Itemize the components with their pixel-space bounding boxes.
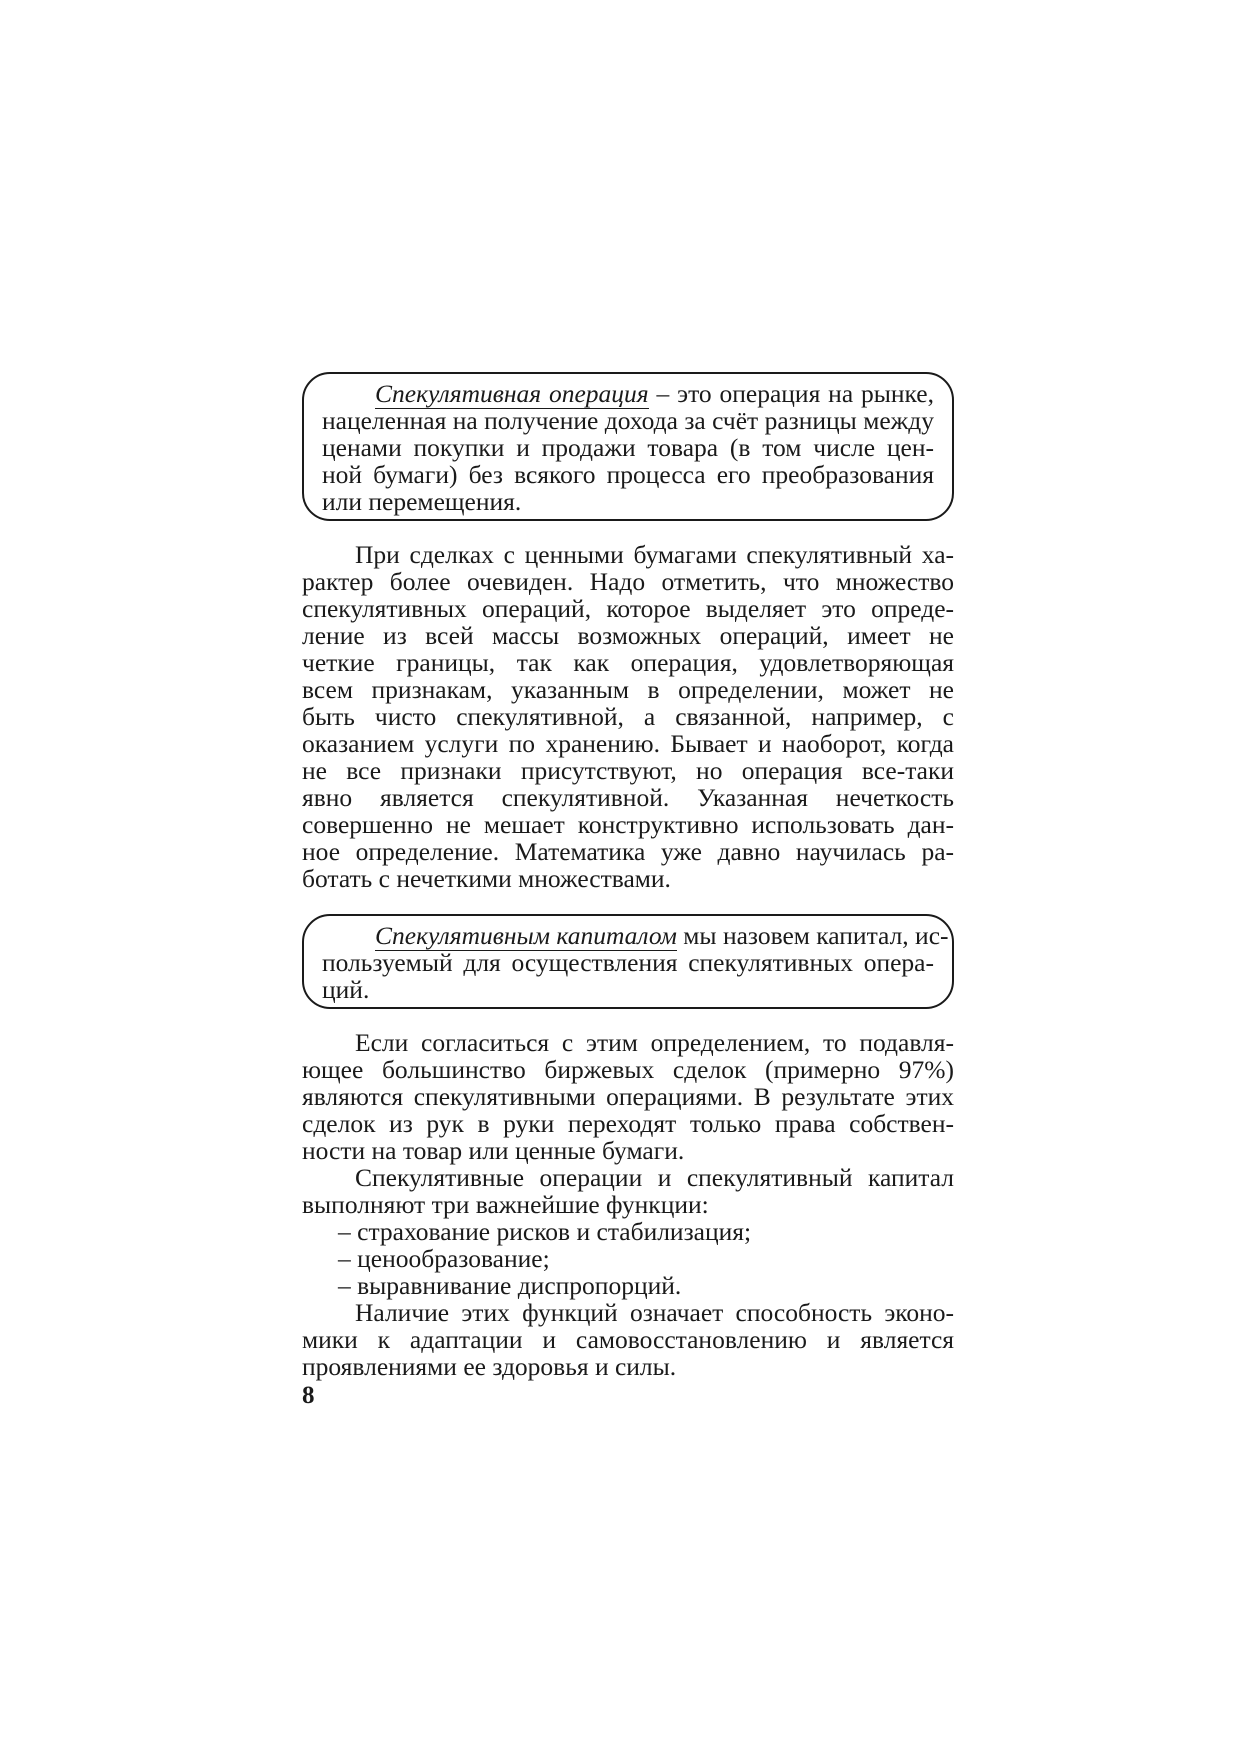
- definition-term: Спекулятивная операция: [375, 379, 649, 408]
- definition-line: ной бумаги) без всякого процесса его преобразования: [322, 460, 934, 489]
- list-item: – выравнивание диспропорций.: [338, 1271, 682, 1300]
- paragraph-line: не все признаки присутствуют, но операция все-таки: [302, 756, 954, 785]
- definition-line: [322, 921, 949, 950]
- paragraph-line: Наличие этих функций означает способность эконо-: [355, 1298, 954, 1327]
- paragraph: [302, 1029, 954, 1164]
- definition-term: Спекулятивным капиталом: [375, 921, 677, 950]
- functions-list: [302, 1218, 954, 1299]
- paragraph-line: явно является спекулятивной. Указанная нечеткость: [302, 783, 954, 812]
- paragraph-line: Если согласиться с этим определением, то подавля-: [355, 1028, 954, 1057]
- paragraph-line: четкие границы, так как операция, удовлетворяющая: [302, 648, 954, 677]
- paragraph-line: совершенно не мешает конструктивно использовать дан-: [302, 810, 954, 839]
- definition-box-speculative-capital: [302, 914, 954, 1009]
- paragraph-line: мики к адаптации и самовосстановлению и является: [302, 1325, 954, 1354]
- paragraph-line: ное определение. Математика уже давно научилась ра-: [302, 837, 954, 866]
- paragraph-line: выполняют три важнейшие функции:: [302, 1190, 709, 1219]
- paragraph-line: сделок из рук в руки переходят только права собствен-: [302, 1109, 954, 1138]
- page-body: [302, 372, 954, 1380]
- definition-text: – это операция на рынке,: [648, 379, 934, 408]
- definition-line: нацеленная на получение дохода за счёт разницы между: [322, 406, 934, 435]
- paragraph-line: Спекулятивные операции и спекулятивный капитал: [355, 1163, 954, 1192]
- paragraph-line: являются спекулятивными операциями. В результате этих: [302, 1082, 954, 1111]
- paragraph-line: ющее большинство биржевых сделок (примерно 97%): [302, 1055, 954, 1084]
- definition-box-speculative-operation: [302, 372, 954, 521]
- list-item: – ценообразование;: [338, 1244, 550, 1273]
- definition-line: ценами покупки и продажи товара (в том числе цен-: [322, 433, 934, 462]
- definition-line: пользуемый для осуществления спекулятивных опера-: [322, 948, 934, 977]
- definition-text: мы назовем капитал, ис-: [676, 921, 949, 950]
- paragraph-line: ление из всей массы возможных операций, имеет не: [302, 621, 954, 650]
- definition-line: [322, 380, 934, 407]
- paragraph-line: всем признакам, указанным в определении, может не: [302, 675, 954, 704]
- paragraph-line: спекулятивных операций, которое выделяет это опреде-: [302, 594, 954, 623]
- paragraph: [302, 1299, 954, 1380]
- paragraph-line: быть чисто спекулятивной, а связанной, например, с: [302, 702, 954, 731]
- paragraph-line: При сделках с ценными бумагами спекулятивный ха-: [355, 540, 954, 569]
- paragraph-line: оказанием услуги по хранению. Бывает и наоборот, когда: [302, 729, 954, 758]
- definition-line: ций.: [322, 975, 370, 1004]
- page-number: 8: [302, 1382, 315, 1409]
- paragraph-line: ботать с нечеткими множествами.: [302, 864, 671, 893]
- paragraph-line: ности на товар или ценные бумаги.: [302, 1136, 685, 1165]
- list-item: – страхование рисков и стабилизация;: [338, 1217, 752, 1246]
- paragraph-line: проявлениями ее здоровья и силы.: [302, 1352, 677, 1381]
- paragraph-line: рактер более очевиден. Надо отметить, что множество: [302, 567, 954, 596]
- paragraph: [302, 541, 954, 892]
- paragraph: [302, 1164, 954, 1218]
- definition-line: или перемещения.: [322, 487, 522, 516]
